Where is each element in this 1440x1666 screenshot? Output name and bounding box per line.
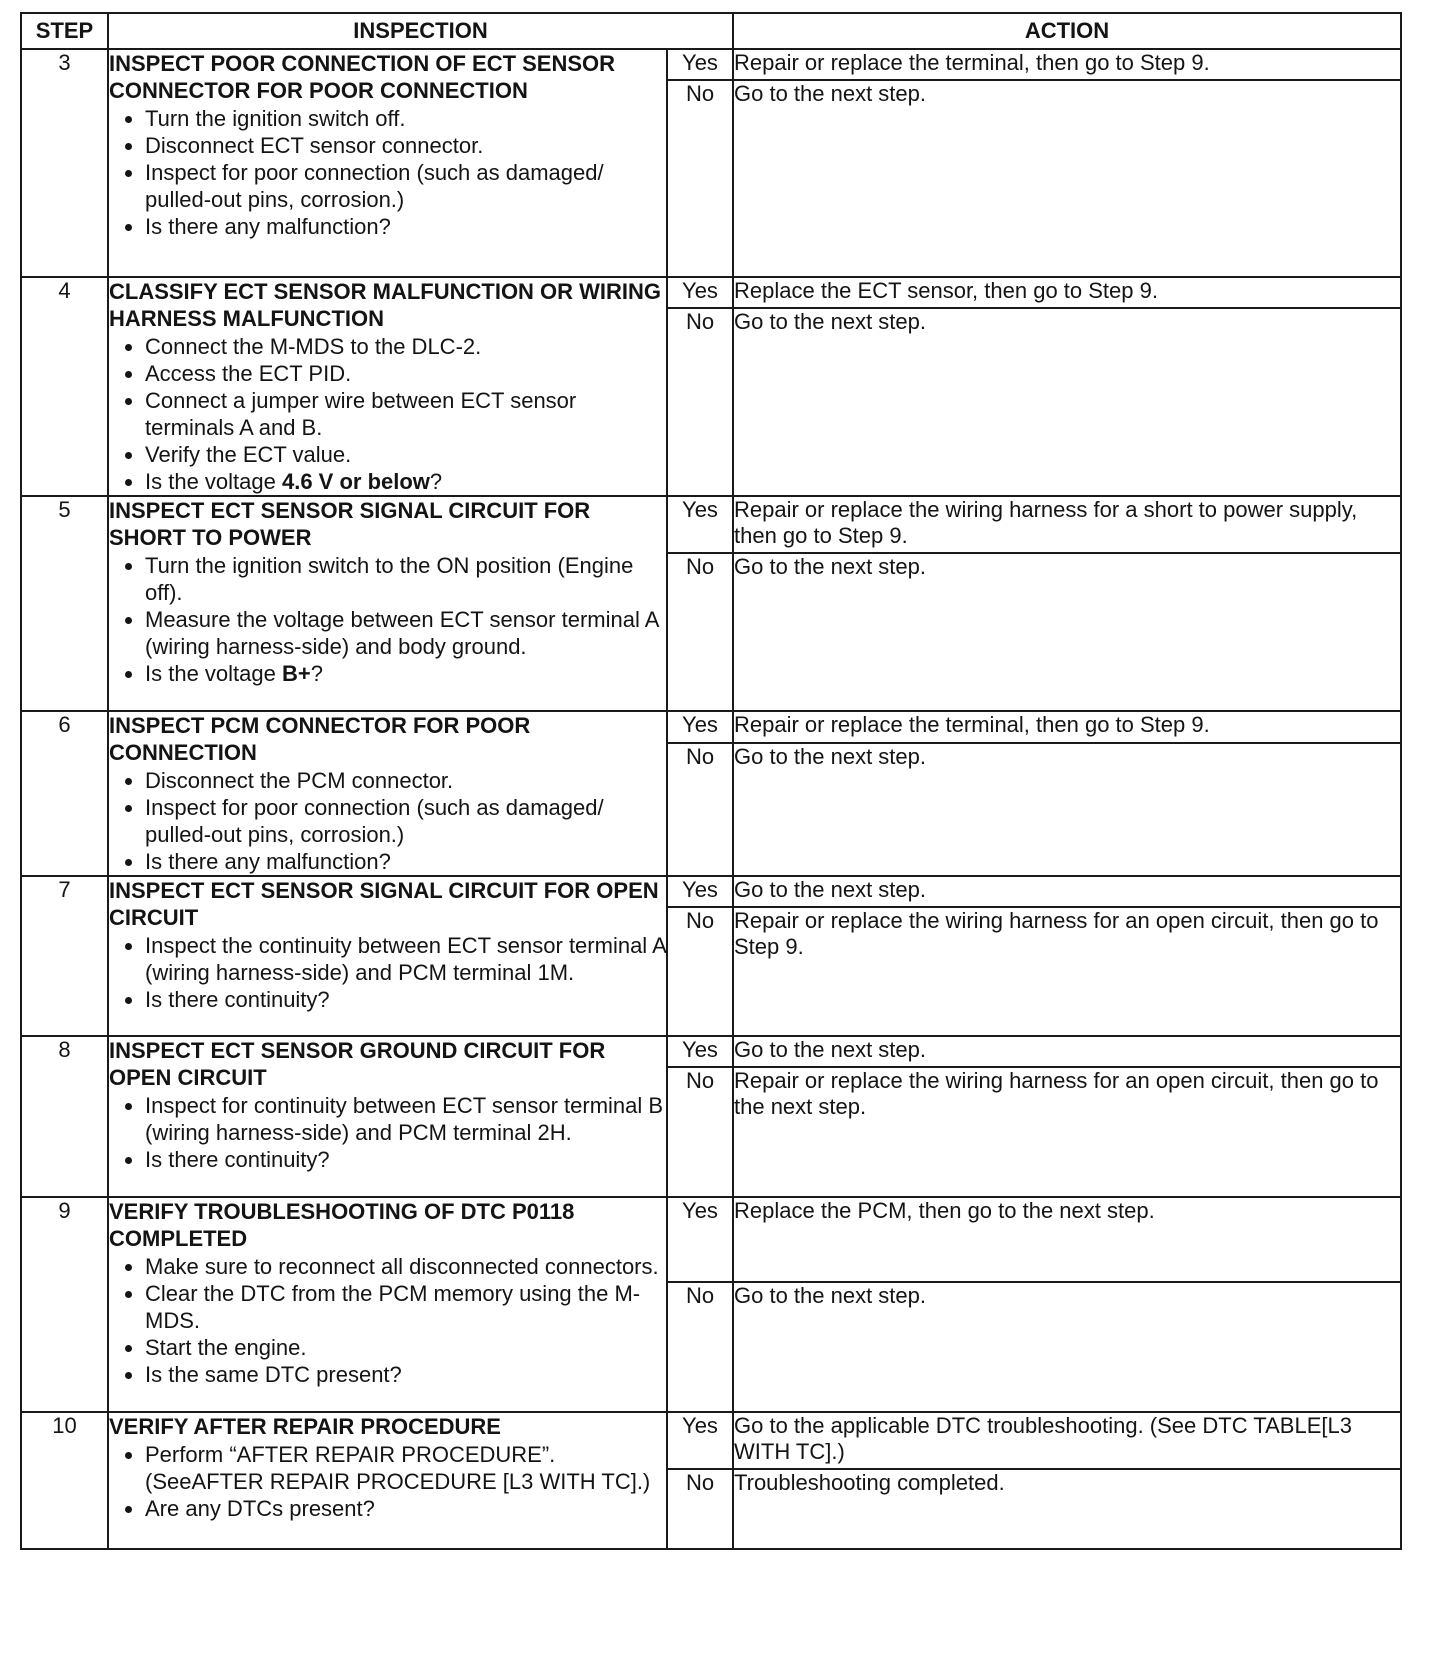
no-label: No: [667, 308, 733, 496]
list-item: • Inspect for continuity between ECT sensor terminal B (wiring harness-side) and PCM terminal 2H.: [145, 1092, 666, 1146]
inspection-cell: [108, 711, 667, 876]
list-item: • Inspect the continuity between ECT sensor terminal A (wiring harness-side) and PCM terminal 1M.: [145, 932, 666, 986]
no-label: No: [667, 743, 733, 876]
yes-action: Go to the next step.: [733, 1036, 1401, 1067]
inspection-title: VERIFY AFTER REPAIR PROCEDURE: [109, 1414, 501, 1439]
yes-label: Yes: [667, 1197, 733, 1282]
no-label: No: [667, 1067, 733, 1197]
list-item: [145, 468, 666, 495]
no-action: Repair or replace the wiring harness for an open circuit, then go to Step 9.: [733, 907, 1401, 1036]
no-action: Troubleshooting completed.: [733, 1469, 1401, 1549]
inspection-title: INSPECT ECT SENSOR GROUND CIRCUIT FOR OPEN CIRCUIT: [109, 1038, 606, 1090]
inspection-bullets: [109, 1092, 666, 1173]
list-item: • Is the same DTC present?: [145, 1361, 666, 1388]
yes-action: Repair or replace the terminal, then go to Step 9.: [733, 711, 1401, 743]
yes-action: Repair or replace the wiring harness for a short to power supply, then go to Step 9.: [733, 496, 1401, 553]
inspection-title: INSPECT ECT SENSOR SIGNAL CIRCUIT FOR SHORT TO POWER: [109, 498, 591, 550]
no-label: No: [667, 1469, 733, 1549]
no-action: Repair or replace the wiring harness for an open circuit, then go to the next step.: [733, 1067, 1401, 1197]
list-item: • Is there continuity?: [145, 986, 666, 1013]
question-value: B+: [281, 661, 311, 686]
step-number: 10: [21, 1412, 108, 1549]
inspection-bullets: [109, 767, 666, 875]
no-action: Go to the next step.: [733, 743, 1401, 876]
no-action: Go to the next step.: [733, 1282, 1401, 1412]
inspection-bullets: [109, 552, 666, 687]
inspection-bullets: [109, 105, 666, 240]
list-item: • Disconnect ECT sensor connector.: [145, 132, 666, 159]
list-item: • Access the ECT PID.: [145, 360, 666, 387]
yes-action: Replace the PCM, then go to the next step.: [733, 1197, 1401, 1282]
list-item: • Clear the DTC from the PCM memory using the M-MDS.: [145, 1280, 666, 1334]
list-item: • Are any DTCs present?: [145, 1495, 666, 1522]
no-action: Go to the next step.: [733, 553, 1401, 711]
table-row: [21, 496, 1401, 553]
inspection-title: VERIFY TROUBLESHOOTING OF DTC P0118 COMPLETED: [109, 1199, 575, 1251]
header-inspection: INSPECTION: [108, 13, 733, 49]
list-item: • Inspect for poor connection (such as damaged/ pulled-out pins, corrosion.): [145, 159, 666, 213]
inspection-cell: [108, 1412, 667, 1549]
yes-action: Repair or replace the terminal, then go to Step 9.: [733, 49, 1401, 80]
question-text: Is the voltage: [145, 469, 282, 494]
table-row: [21, 277, 1401, 308]
inspection-title: INSPECT ECT SENSOR SIGNAL CIRCUIT FOR OPEN CIRCUIT: [109, 878, 659, 930]
inspection-cell: [108, 1036, 667, 1197]
list-item: • Is there any malfunction?: [145, 848, 666, 875]
step-number: 5: [21, 496, 108, 711]
inspection-cell: [108, 49, 667, 277]
inspection-title: CLASSIFY ECT SENSOR MALFUNCTION OR WIRING HARNESS MALFUNCTION: [109, 279, 662, 331]
question-suffix: ?: [429, 469, 443, 494]
list-item: • Inspect for poor connection (such as damaged/ pulled-out pins, corrosion.): [145, 794, 666, 848]
list-item: • Disconnect the PCM connector.: [145, 767, 666, 794]
inspection-bullets: [109, 932, 666, 1013]
table-row: [21, 49, 1401, 80]
no-action: Go to the next step.: [733, 80, 1401, 277]
list-item: • Is there continuity?: [145, 1146, 666, 1173]
inspection-bullets: [109, 333, 666, 495]
list-item: • Connect the M-MDS to the DLC-2.: [145, 333, 666, 360]
list-item: • Make sure to reconnect all disconnected connectors.: [145, 1253, 666, 1280]
yes-label: Yes: [667, 711, 733, 743]
no-label: No: [667, 80, 733, 277]
no-action: Go to the next step.: [733, 308, 1401, 496]
yes-label: Yes: [667, 1412, 733, 1469]
inspection-cell: [108, 1197, 667, 1412]
yes-label: Yes: [667, 876, 733, 907]
yes-label: Yes: [667, 496, 733, 553]
list-item: [145, 660, 666, 687]
inspection-bullets: [109, 1441, 666, 1522]
inspection-bullets: [109, 1253, 666, 1388]
yes-label: Yes: [667, 277, 733, 308]
inspection-cell: [108, 496, 667, 711]
yes-action: Replace the ECT sensor, then go to Step 9.: [733, 277, 1401, 308]
header-step: STEP: [21, 13, 108, 49]
inspection-cell: [108, 277, 667, 496]
list-item: • Verify the ECT value.: [145, 441, 666, 468]
list-item: • Perform “AFTER REPAIR PROCEDURE”. (SeeAFTER REPAIR PROCEDURE [L3 WITH TC].): [145, 1441, 666, 1495]
list-item: • Turn the ignition switch to the ON position (Engine off).: [145, 552, 666, 606]
table-row: [21, 1197, 1401, 1282]
inspection-title: INSPECT PCM CONNECTOR FOR POOR CONNECTION: [109, 713, 531, 765]
question-value: 4.6 V or below: [281, 469, 430, 494]
step-number: 4: [21, 277, 108, 496]
question-suffix: ?: [310, 661, 323, 686]
table-row: [21, 711, 1401, 743]
step-number: 8: [21, 1036, 108, 1197]
step-number: 3: [21, 49, 108, 277]
troubleshooting-table-sheet: [20, 12, 1400, 1550]
no-label: No: [667, 553, 733, 711]
no-label: No: [667, 1282, 733, 1412]
inspection-title: INSPECT POOR CONNECTION OF ECT SENSOR CONNECTOR FOR POOR CONNECTION: [109, 51, 616, 103]
header-action: ACTION: [733, 13, 1401, 49]
list-item: • Connect a jumper wire between ECT sensor terminals A and B.: [145, 387, 666, 441]
step-number: 6: [21, 711, 108, 876]
yes-label: Yes: [667, 1036, 733, 1067]
yes-action: Go to the applicable DTC troubleshooting. (See DTC TABLE[L3 WITH TC].): [733, 1412, 1401, 1469]
step-number: 7: [21, 876, 108, 1036]
inspection-cell: [108, 876, 667, 1036]
table-header-row: [21, 13, 1401, 49]
yes-action: Go to the next step.: [733, 876, 1401, 907]
table-row: [21, 1412, 1401, 1469]
yes-label: Yes: [667, 49, 733, 80]
question-text: Is the voltage: [145, 661, 282, 686]
no-label: No: [667, 907, 733, 1036]
list-item: • Is there any malfunction?: [145, 213, 666, 240]
list-item: • Start the engine.: [145, 1334, 666, 1361]
table-row: [21, 1036, 1401, 1067]
table-row: [21, 876, 1401, 907]
list-item: • Turn the ignition switch off.: [145, 105, 666, 132]
list-item: • Measure the voltage between ECT sensor terminal A (wiring harness-side) and body ground.: [145, 606, 666, 660]
troubleshooting-table: [20, 12, 1402, 1550]
step-number: 9: [21, 1197, 108, 1412]
